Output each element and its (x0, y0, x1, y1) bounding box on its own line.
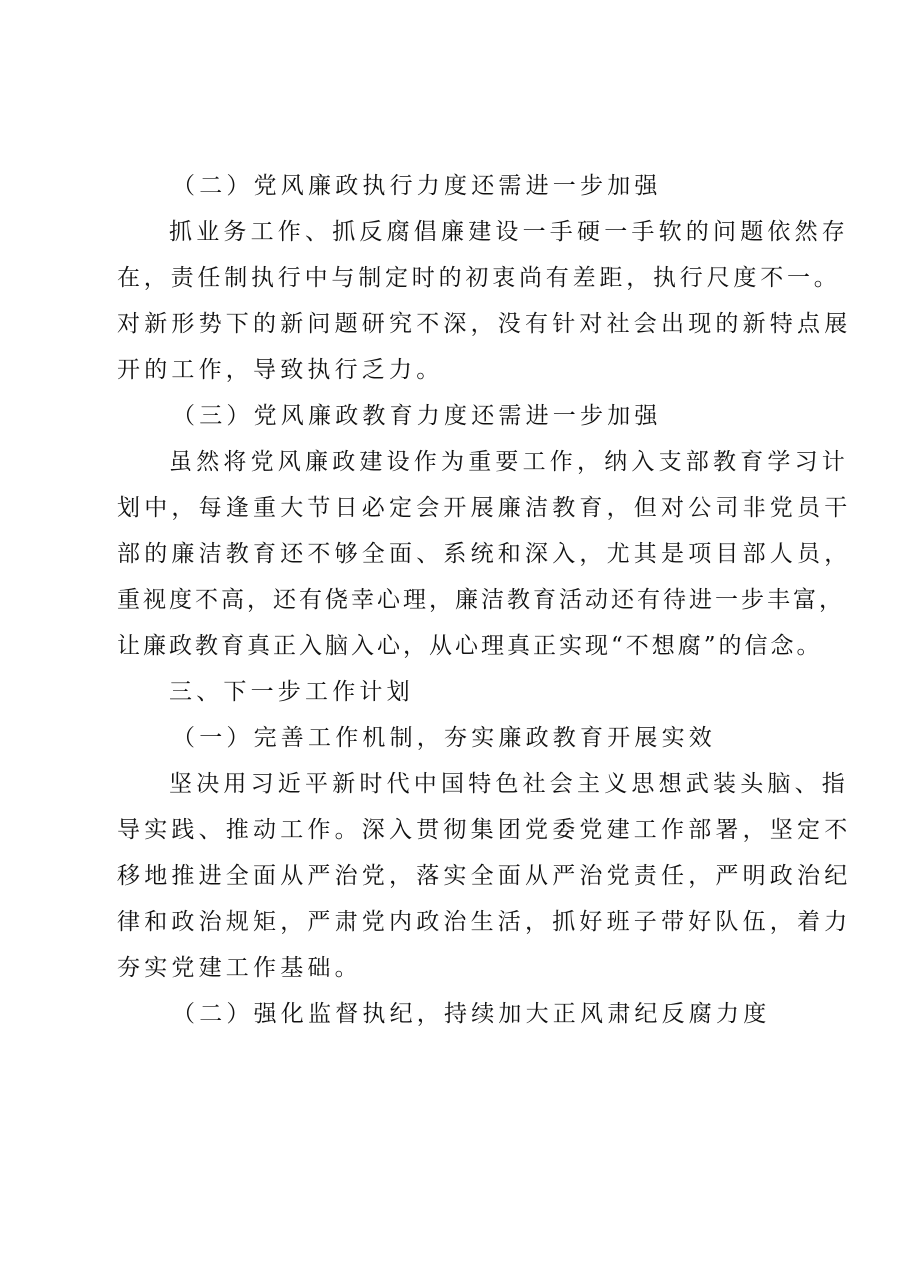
paragraph-line: 抓业务工作、抓反腐倡廉建设一手硬一手软的问题依然存 (169, 219, 849, 245)
subheading-work-mechanism: （一）完善工作机制，夯实廉政教育开展实效 (172, 725, 716, 751)
paragraph-line: 夯实党建工作基础。 (117, 955, 362, 981)
paragraph-line: 律和政治规矩，严肃党内政治生活，抓好班子带好队伍，着力 (117, 909, 852, 935)
paragraph-line: 重视度不高，还有侥幸心理，廉洁教育活动还有待进一步丰富， (117, 587, 845, 613)
paragraph-line: 部的廉洁教育还不够全面、系统和深入，尤其是项目部人员， (117, 541, 852, 567)
document-body (117, 163, 852, 1037)
paragraph-line: 在，责任制执行中与制定时的初衷尚有差距，执行尺度不一。 (117, 265, 841, 291)
subheading-supervision-discipline: （二）强化监督执纪，持续加大正风肃纪反腐力度 (172, 1001, 771, 1027)
paragraph-line: 坚决用习近平新时代中国特色社会主义思想武装头脑、指 (169, 771, 849, 797)
section-heading-next-plan: 三、下一步工作计划 (169, 679, 414, 705)
paragraph-line: 虽然将党风廉政建设作为重要工作，纳入支部教育学习计 (169, 449, 849, 475)
paragraph-line: 移地推进全面从严治党，落实全面从严治党责任，严明政治纪 (117, 863, 852, 889)
paragraph-line: 划中，每逢重大节日必定会开展廉洁教育，但对公司非党员干 (117, 495, 852, 521)
heading-education-strength: （三）党风廉政教育力度还需进一步加强 (172, 403, 662, 429)
paragraph-line: 开的工作，导致执行乏力。 (117, 357, 444, 383)
paragraph-line: 让廉政教育真正入脑入心，从心理真正实现“不想腐”的信念。 (117, 633, 823, 659)
paragraph-line: 导实践、推动工作。深入贯彻集团党委党建工作部署，坚定不 (117, 817, 852, 843)
paragraph-line: 对新形势下的新问题研究不深，没有针对社会出现的新特点展 (117, 311, 852, 337)
heading-execution-strength: （二）党风廉政执行力度还需进一步加强 (172, 173, 662, 199)
